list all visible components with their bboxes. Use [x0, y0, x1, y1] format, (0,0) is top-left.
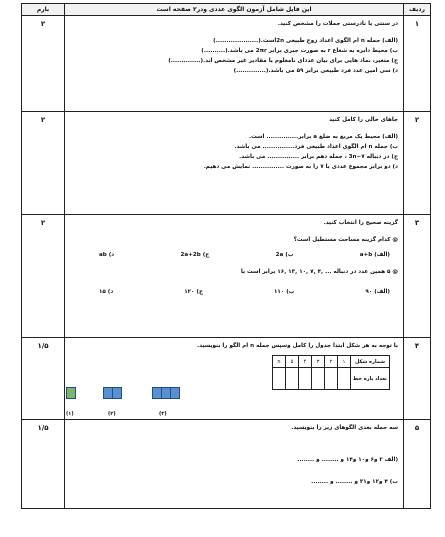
- header-row-number: ردیف: [404, 4, 431, 16]
- option-c[interactable]: ج) 2a+2b: [180, 252, 210, 258]
- option-b[interactable]: ب) 2a: [275, 252, 294, 258]
- figure-3-square: [170, 387, 180, 399]
- question-number: ۳: [404, 215, 431, 338]
- question-row-5: [22, 420, 431, 509]
- header-row: [22, 4, 431, 16]
- table-col-n: n: [273, 356, 286, 368]
- pattern-table-row: [273, 368, 390, 390]
- pattern-table: [272, 355, 390, 390]
- question-number: ۱: [404, 16, 431, 112]
- option-d[interactable]: د) ۱۵: [99, 289, 114, 295]
- statement-c: ج) متغیر، نماد هایی برای بیان عددای نامعلوم یا مقادیر غیر مشخص اند.(..............): [168, 58, 398, 64]
- question-row-2: [22, 112, 431, 215]
- square-pattern-figure: [66, 383, 206, 423]
- sub-question-1: @ کدام گزینه مساحت مستطیل است؟: [293, 237, 398, 243]
- question-score: ۲: [22, 112, 65, 215]
- sub-question-2: @ ۵ همین عدد در دنباله ... ,۴ ,۷ ,۱۰ ,۱۳ ,۱۶ برابر است با: [240, 269, 398, 275]
- question-title: گزینه صحیح را انتخاب کنید.: [323, 220, 398, 226]
- figure-2-square: [112, 387, 122, 399]
- question-title: جاهای خالی را کامل کنید: [329, 117, 398, 123]
- options-2: [69, 287, 398, 297]
- table-col-1: ۱: [338, 356, 351, 368]
- figure-3-label: (۳): [159, 411, 167, 417]
- option-a[interactable]: (الف) a+b: [359, 252, 390, 258]
- question-body: [65, 420, 404, 509]
- table-cell-input[interactable]: [299, 368, 312, 390]
- figure-1-square: [66, 387, 76, 399]
- blank-c: ج) در دنباله 3n−۷ ، جمله دهم برابر ............... می باشد.: [239, 154, 398, 160]
- option-a[interactable]: (الف) ۹۰: [365, 289, 390, 295]
- table-col-5: ۵: [286, 356, 299, 368]
- figure-1-label: (۱): [66, 411, 74, 417]
- statement-b: ب) محیط دایره به شعاع r به صورت جبری برابر 2πr می باشد.(..........): [201, 48, 398, 54]
- exam-table: [21, 3, 431, 509]
- question-row-1: [22, 16, 431, 112]
- question-score: ۲: [22, 215, 65, 338]
- header-score: بارم: [22, 4, 65, 16]
- question-body: [65, 112, 404, 215]
- table-cell-input[interactable]: [273, 368, 286, 390]
- options-1: [69, 250, 398, 260]
- option-d[interactable]: د) ab: [99, 252, 115, 258]
- blank-b: ب) جمله n ام الگوی اعداد طبیعی فرد............... می باشد.: [234, 144, 398, 150]
- question-row-3: [22, 215, 431, 338]
- figure-number-label: شماره شکل: [351, 356, 390, 368]
- question-title: در ستتی یا نادرستی جملات را مشخص کنید.: [277, 21, 398, 27]
- pattern-table-header: [273, 356, 390, 368]
- table-col-3: ۳: [312, 356, 325, 368]
- blank-a: (الف) محیط یک مربع به ضلع a برابر............... است.: [248, 134, 398, 140]
- question-title: با توجه به هر شکل ابتدا جدول را کامل وسپس جمله n ام الگو را بنویسید.: [197, 343, 398, 349]
- option-b[interactable]: ب) ۱۱۰: [274, 289, 295, 295]
- table-cell-input[interactable]: [286, 368, 299, 390]
- statement-a: (الف) جمله n ام الگوی اعداد زوج طبیعی 2nاست.(....................): [213, 38, 398, 44]
- pattern-b: ب) ۴ و۱۲ و۳۱ و ........ و ........: [311, 479, 398, 485]
- table-col-4: ۴: [299, 356, 312, 368]
- question-title: سه جمله بعدی الگوهای زیر را بنویسید.: [291, 425, 398, 431]
- table-cell-input[interactable]: [312, 368, 325, 390]
- table-cell-input[interactable]: [338, 368, 351, 390]
- question-body: [65, 16, 404, 112]
- figure-2-label: (۲): [108, 411, 116, 417]
- segments-count-label: تعداد پاره خط: [351, 368, 390, 390]
- table-cell-input[interactable]: [325, 368, 338, 390]
- question-body: [65, 215, 404, 338]
- blank-d: د) دو برابر مجموع عددی با ۷ را به صورت ............... نمایش می دهیم.: [203, 164, 398, 170]
- question-score: ۱/۵: [22, 338, 65, 420]
- question-number: ۴: [404, 338, 431, 420]
- question-score: ۲: [22, 16, 65, 112]
- pattern-a: (الف ۲ و۶ و۱۰ و۱۴ و ........ و ........: [297, 457, 398, 463]
- header-title: این فایل شامل آزمون الگوی عددی ودر۲ صفحه است: [65, 4, 404, 16]
- statement-d: د) سی امین عدد فرد طبیعی برابر ۵۹ می باشد.(..............): [233, 68, 398, 74]
- option-c[interactable]: ج) ۱۲۰: [184, 289, 204, 295]
- table-col-2: ۲: [325, 356, 338, 368]
- question-number: ۵: [404, 420, 431, 509]
- question-score: ۱/۵: [22, 420, 65, 509]
- question-number: ۲: [404, 112, 431, 215]
